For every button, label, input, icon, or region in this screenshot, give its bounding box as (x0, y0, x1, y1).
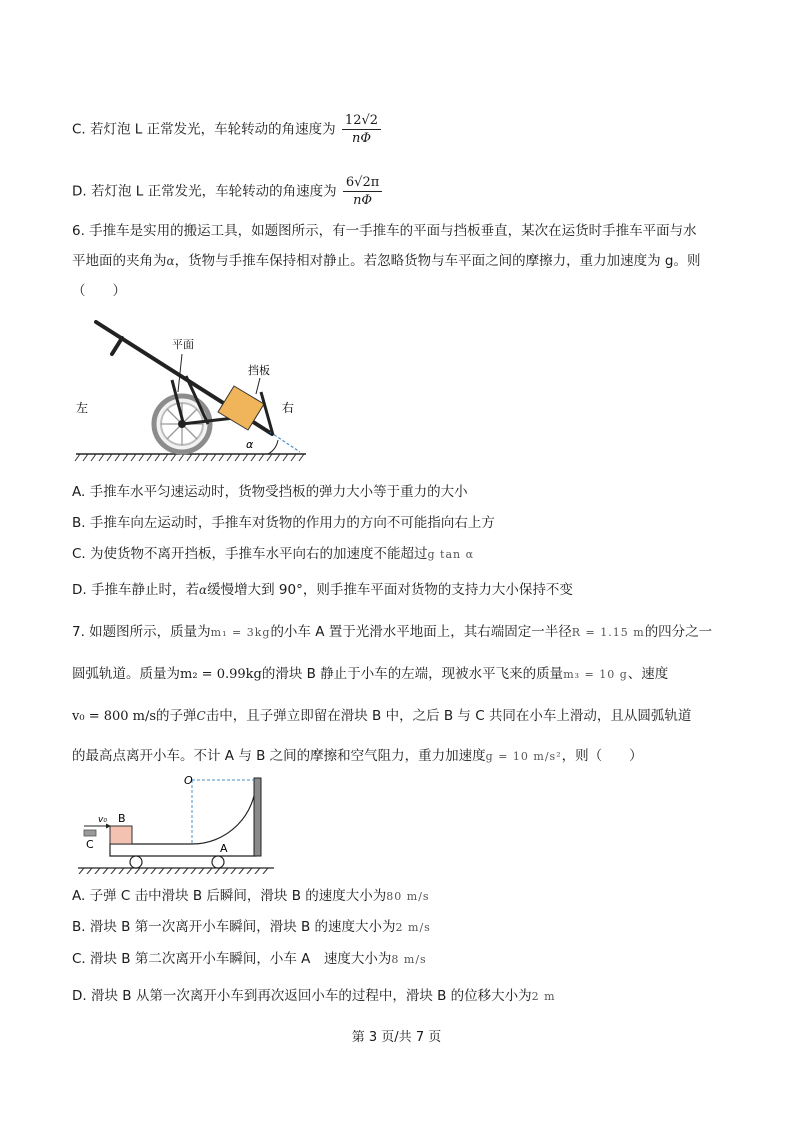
bullet-c (84, 830, 96, 836)
q7-stem-line1c: 的四分之一 (644, 624, 713, 640)
q7-option-c (72, 949, 427, 970)
q7-stem-line1a: 7. 如题图所示，质量为 (72, 624, 211, 640)
q6-option-c (72, 544, 474, 565)
q6-option-d-alpha: α (198, 583, 208, 597)
q5-option-c-text: C. 若灯泡 L 正常发光，车轮转动的角速度为 (72, 121, 336, 138)
label-baffle: 挡板 (248, 364, 270, 377)
q5-option-c-denominator: nΦ (351, 131, 371, 146)
label-b: B (118, 812, 126, 825)
q6-stem-line1: 6. 手推车是实用的搬运工具，如题图所示，有一手推车的平面与挡板垂直，某次在运货时手推车平面与水 (72, 223, 697, 239)
q5-option-d-text: D. 若灯泡 L 正常发光，车轮转动的角速度为 (72, 183, 337, 200)
q7-option-b-text: B. 滑块 B 第一次离开小车瞬间，滑块 B 的速度大小为 (72, 919, 396, 935)
q7-R: R = 1.15 m (571, 626, 645, 639)
q6-stem-line2b: ，货物与手推车保持相对静止。若忽略货物与车平面之间的摩擦力，重力加速度为 g。则 (174, 253, 701, 269)
q7-m2: m₂ = 0.99kg (180, 667, 262, 682)
q7-stem-line2a: 圆弧轨道。质量为 (72, 666, 180, 682)
q5-option-c-numerator: 12√2 (342, 112, 381, 130)
q7-option-a-text: A. 子弹 C 击中滑块 B 后瞬间，滑块 B 的速度大小为 (72, 888, 387, 904)
q7-option-d-value: 2 m (531, 990, 556, 1003)
q6-option-b: B. 手推车向左运动时，手推车对货物的作用力的方向不可能指向右上方 (72, 515, 495, 531)
q7-stem-line2 (72, 664, 668, 685)
q5-option-c (72, 112, 381, 147)
q7-g: g = 10 m/s² (485, 750, 562, 763)
label-o: O (184, 774, 193, 787)
cart-a-wheel-right (212, 856, 224, 868)
cart-grip (112, 338, 122, 354)
q7-m1: m₁ = 3kg (210, 626, 271, 639)
q6-option-d-text-a: D. 手推车静止时，若 (72, 582, 199, 598)
wheel-hub (178, 420, 186, 428)
q7-stem-line4b: ，则（ ） (561, 748, 643, 764)
label-right: 右 (282, 401, 295, 415)
cart-a-wheel-left (130, 856, 142, 868)
q7-stem-line4a: 的最高点离开小车。不计 A 与 B 之间的摩擦和空气阻力，重力加速度 (72, 748, 486, 764)
label-angle-alpha: α (246, 438, 254, 451)
ground-hatching-q7 (79, 868, 268, 874)
q6-option-a: A. 手推车水平匀速运动时，货物受挡板的弹力大小等于重力的大小 (72, 484, 468, 500)
q7-stem-line1 (72, 622, 712, 643)
q6-option-d-text-b: 缓慢增大到 90°，则手推车平面对货物的支持力大小保持不变 (207, 582, 573, 598)
q7-option-c-value: 8 m/s (391, 953, 427, 966)
q5-option-d-fraction (343, 174, 382, 209)
q7-stem-line3b: 击中，且子弹立即留在滑块 B 中，之后 B 与 C 共同在小车上滑动，且从圆弧轨道 (205, 708, 692, 724)
q7-option-d-text: D. 滑块 B 从第一次离开小车到再次返回小车的过程中，滑块 B 的位移大小为 (72, 988, 532, 1004)
q7-option-d (72, 986, 556, 1007)
q6-option-c-formula: g tan α (427, 548, 475, 561)
q6-stem-alpha: α (166, 254, 175, 268)
q5-option-d (72, 174, 382, 209)
q7-option-b (72, 917, 431, 938)
label-v0: v₀ (98, 815, 107, 825)
q6-stem-line2 (72, 251, 700, 271)
label-a: A (220, 842, 228, 855)
q6-stem-line3: （ ） (72, 283, 126, 299)
q7-bullet-c: C (196, 709, 206, 723)
q7-stem-line2b: 的滑块 B 静止于小车的左端，现被水平飞来的质量 (261, 666, 564, 682)
q6-option-c-text: C. 为使货物不离开挡板，手推车水平向右的加速度不能超过 (72, 546, 428, 562)
q7-stem-line3a: 的子弹 (156, 708, 197, 724)
q7-m3: m₃ = 10 g (563, 668, 628, 681)
q7-stem-line4 (72, 746, 643, 767)
q5-option-c-fraction (342, 112, 381, 147)
q7-option-b-value: 2 m/s (395, 921, 431, 934)
cart-a-body (110, 780, 256, 856)
q6-handcart-figure (74, 316, 314, 466)
q7-option-c-text: C. 滑块 B 第二次离开小车瞬间，小车 A 速度大小为 (72, 951, 392, 967)
baffle-pointer (256, 378, 260, 394)
q7-option-a-value: 80 m/s (386, 890, 430, 903)
q5-option-d-numerator: 6√2π (343, 174, 382, 192)
slider-b (110, 826, 132, 844)
label-plane: 平面 (172, 338, 194, 351)
q7-v0: v₀ = 800 m/s (72, 709, 157, 724)
cart-a-right-wall (254, 778, 261, 856)
q7-cart-track-figure (78, 774, 278, 874)
label-left: 左 (76, 401, 89, 415)
label-c: C (86, 838, 94, 851)
ground-hatching (75, 454, 304, 461)
q6-stem-line2a: 平地面的夹角为 (72, 253, 167, 269)
q5-option-d-denominator: nΦ (353, 193, 373, 208)
angle-arc (268, 440, 278, 454)
page-footer: 第 3 页/共 7 页 (351, 1030, 442, 1045)
q6-option-d (72, 580, 573, 600)
q7-stem-line2c: 、速度 (627, 666, 669, 682)
q7-option-a (72, 886, 430, 907)
q7-stem-line1b: 的小车 A 置于光滑水平地面上，其右端固定一半径 (270, 624, 572, 640)
q7-stem-line3 (72, 706, 691, 727)
